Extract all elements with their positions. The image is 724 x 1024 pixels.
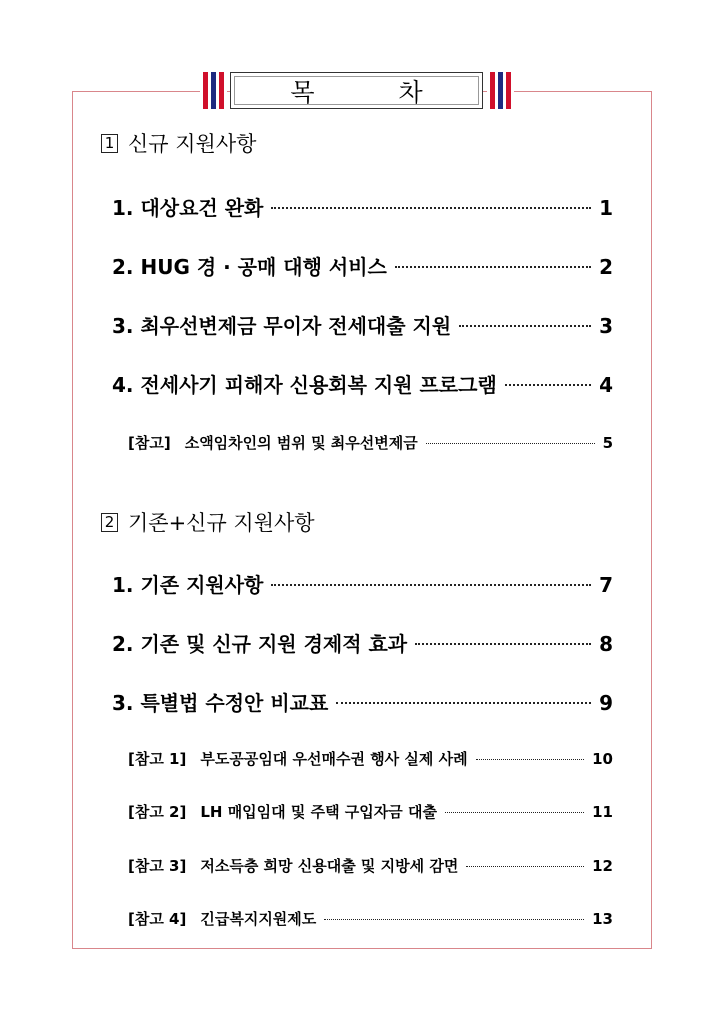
toc-entry-label: 1. 대상요건 완화 (112, 196, 264, 220)
toc-entry-page: 12 (592, 857, 613, 875)
ref-title: 부도공공임대 우선매수권 행사 실제 사례 (200, 750, 468, 768)
dot-leader (336, 702, 591, 704)
toc-entry-page: 9 (599, 691, 613, 715)
toc-entry-label: 1. 기존 지원사항 (112, 573, 264, 597)
toc-ref-label (128, 801, 437, 822)
toc-entry-label: 3. 특별법 수정안 비교표 (112, 691, 329, 715)
dot-leader (459, 325, 591, 327)
dot-leader (466, 866, 584, 867)
toc-entry-page: 3 (599, 314, 613, 338)
right-stripe-decoration (487, 72, 514, 109)
dot-leader (271, 207, 591, 209)
toc-entry-label: 4. 전세사기 피해자 신용회복 지원 프로그램 (112, 373, 497, 397)
left-stripe-decoration (200, 72, 227, 109)
toc-ref-entry[interactable] (128, 801, 613, 822)
toc-entry-page: 13 (592, 910, 613, 928)
toc-entry[interactable] (112, 192, 613, 221)
section-1-number: 1 (101, 134, 118, 153)
ref-tag: [참고 4] (128, 910, 187, 928)
toc-entry-label: 2. 기존 및 신규 지원 경제적 효과 (112, 632, 408, 656)
section-2-number: 2 (101, 513, 118, 532)
toc-entry-page: 8 (599, 632, 613, 656)
toc-ref-entry[interactable] (128, 432, 613, 453)
ref-title: 저소득층 희망 신용대출 및 지방세 감면 (200, 857, 459, 875)
section-2-heading (101, 507, 315, 537)
toc-entry[interactable] (112, 569, 613, 598)
dot-leader (271, 584, 591, 586)
toc-entry-page: 1 (599, 196, 613, 220)
ref-title: 긴급복지지원제도 (200, 910, 317, 928)
toc-ref-label (128, 432, 418, 453)
toc-entry[interactable] (112, 628, 613, 657)
toc-ref-entry[interactable] (128, 748, 613, 769)
toc-ref-label (128, 908, 316, 929)
toc-ref-entry[interactable] (128, 908, 613, 929)
ref-tag: [참고 1] (128, 750, 187, 768)
dot-leader (395, 266, 591, 268)
dot-leader (445, 812, 584, 813)
toc-entry-page: 10 (592, 750, 613, 768)
dot-leader (505, 384, 591, 386)
dot-leader (426, 443, 595, 444)
toc-entry[interactable] (112, 687, 613, 716)
dot-leader (476, 759, 585, 760)
toc-ref-entry[interactable] (128, 855, 613, 876)
toc-entry-label: 2. HUG 경 · 공매 대행 서비스 (112, 255, 387, 279)
ref-tag: [참고] (128, 434, 171, 452)
toc-entry[interactable] (112, 369, 613, 398)
ref-title: LH 매입임대 및 주택 구입자금 대출 (200, 803, 437, 821)
section-1-heading (101, 128, 256, 158)
toc-entry[interactable] (112, 310, 613, 339)
page-title (230, 72, 483, 109)
page-title-text: 목 차 (290, 77, 461, 107)
toc-ref-label (128, 748, 468, 769)
toc-entry-page: 5 (602, 434, 613, 452)
toc-entry[interactable] (112, 251, 613, 280)
section-1-title: 신규 지원사항 (128, 132, 257, 156)
dot-leader (324, 919, 584, 920)
ref-tag: [참고 3] (128, 857, 187, 875)
dot-leader (415, 643, 591, 645)
ref-title: 소액임차인의 범위 및 최우선변제금 (184, 434, 418, 452)
toc-entry-page: 4 (599, 373, 613, 397)
toc-entry-page: 11 (592, 803, 613, 821)
toc-entry-label: 3. 최우선변제금 무이자 전세대출 지원 (112, 314, 452, 338)
section-2-title: 기존+신규 지원사항 (128, 511, 315, 535)
toc-entry-page: 2 (599, 255, 613, 279)
ref-tag: [참고 2] (128, 803, 187, 821)
toc-entry-page: 7 (599, 573, 613, 597)
toc-ref-label (128, 855, 458, 876)
